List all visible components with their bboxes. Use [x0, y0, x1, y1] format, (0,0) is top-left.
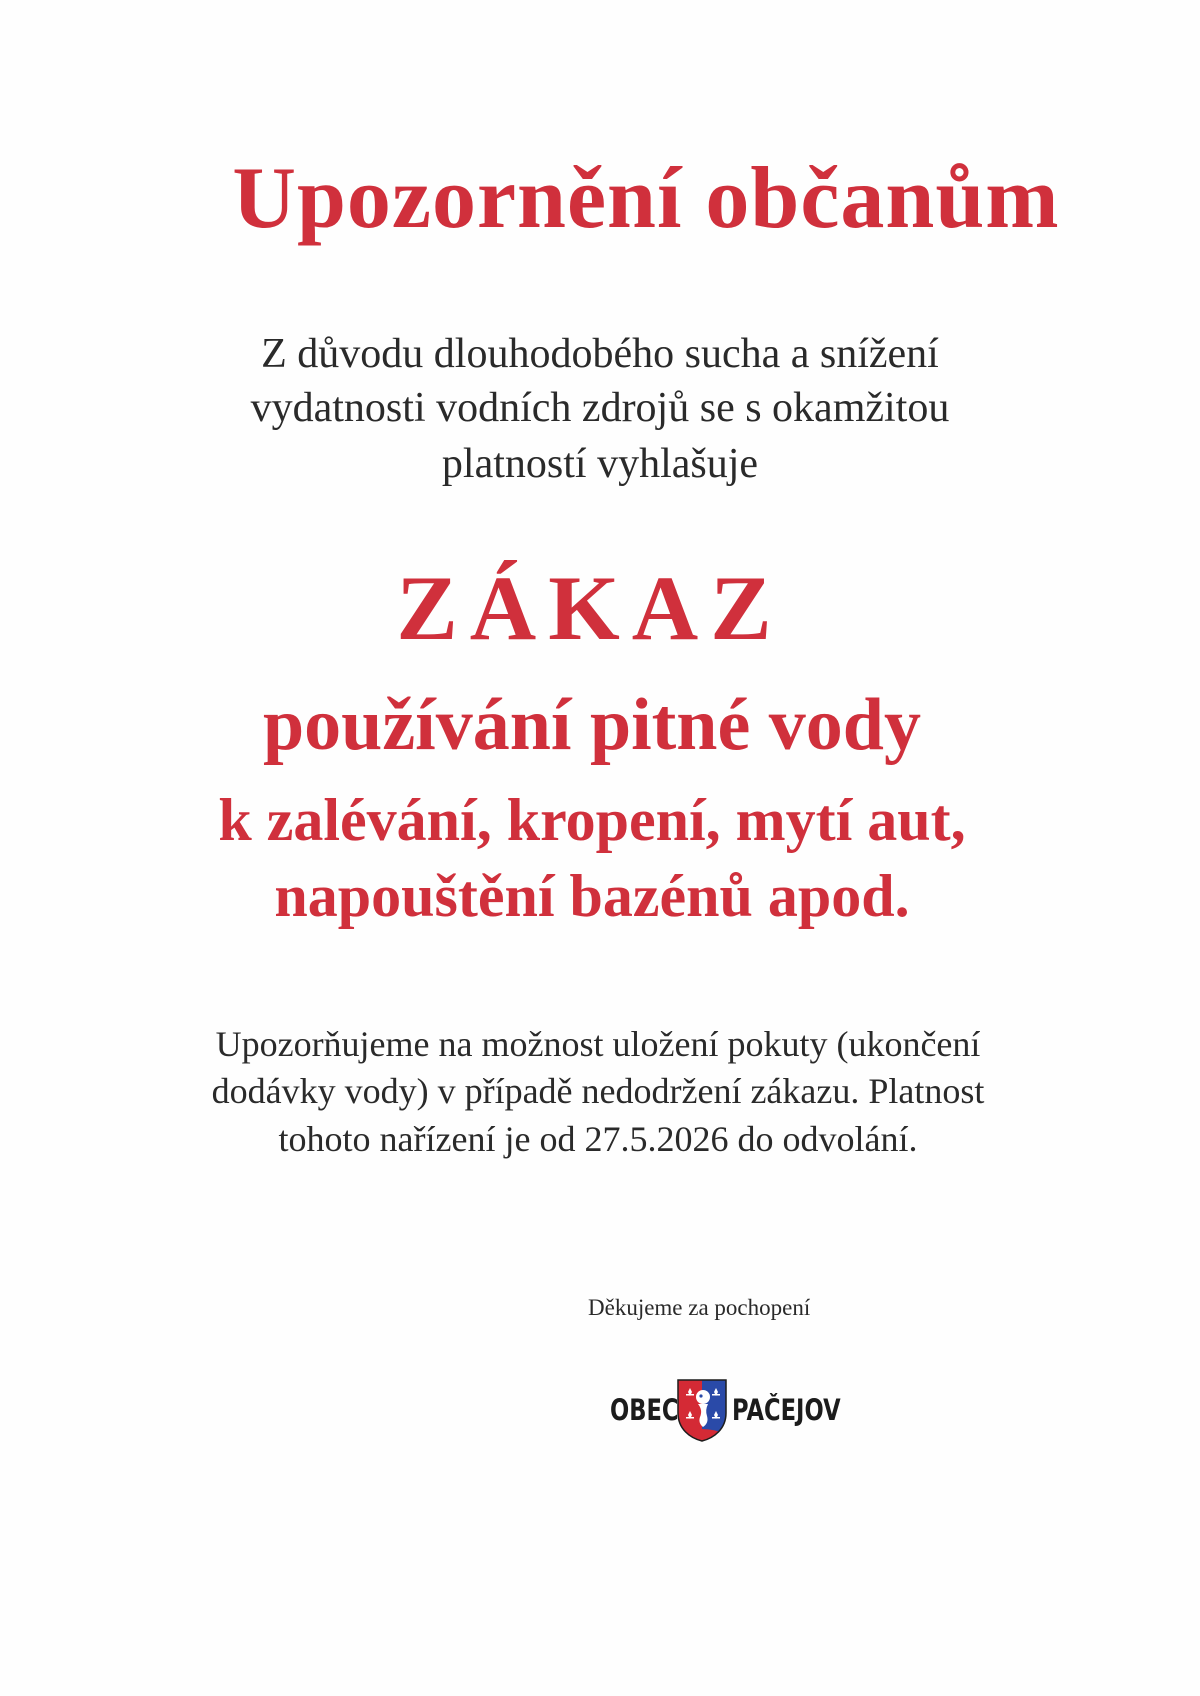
- ban-line-3: napouštění bazénů apod.: [274, 863, 910, 929]
- municipal-coat-of-arms-icon: [676, 1377, 728, 1443]
- intro-line-2: vydatnosti vodních zdrojů se s okamžitou: [250, 385, 950, 431]
- intro-line-3: platností vyhlašuje: [441, 441, 759, 487]
- logo-word-right: PAČEJOV: [732, 1393, 841, 1427]
- intro-line-1: Z důvodu dlouhodobého sucha a snížení: [261, 331, 939, 377]
- municipality-logo: [610, 1376, 844, 1444]
- ban-line-2: k zalévání, kropení, mytí aut,: [218, 787, 966, 853]
- notice-title: Upozornění občanům: [232, 150, 1060, 247]
- ban-heading: ZÁKAZ: [396, 557, 784, 659]
- logo-word-left: OBEC: [610, 1393, 679, 1427]
- ban-line-1: používání pitné vody: [263, 684, 921, 766]
- warning-line-2: dodávky vody) v případě nedodržení zákazu. Platnost: [211, 1071, 985, 1111]
- warning-line-3: tohoto nařízení je od 27.5.2026 do odvolání.: [278, 1119, 918, 1159]
- thanks-note: Děkujeme za pochopení: [588, 1295, 811, 1320]
- warning-line-1: Upozorňujeme na možnost uložení pokuty (ukončení: [215, 1024, 981, 1064]
